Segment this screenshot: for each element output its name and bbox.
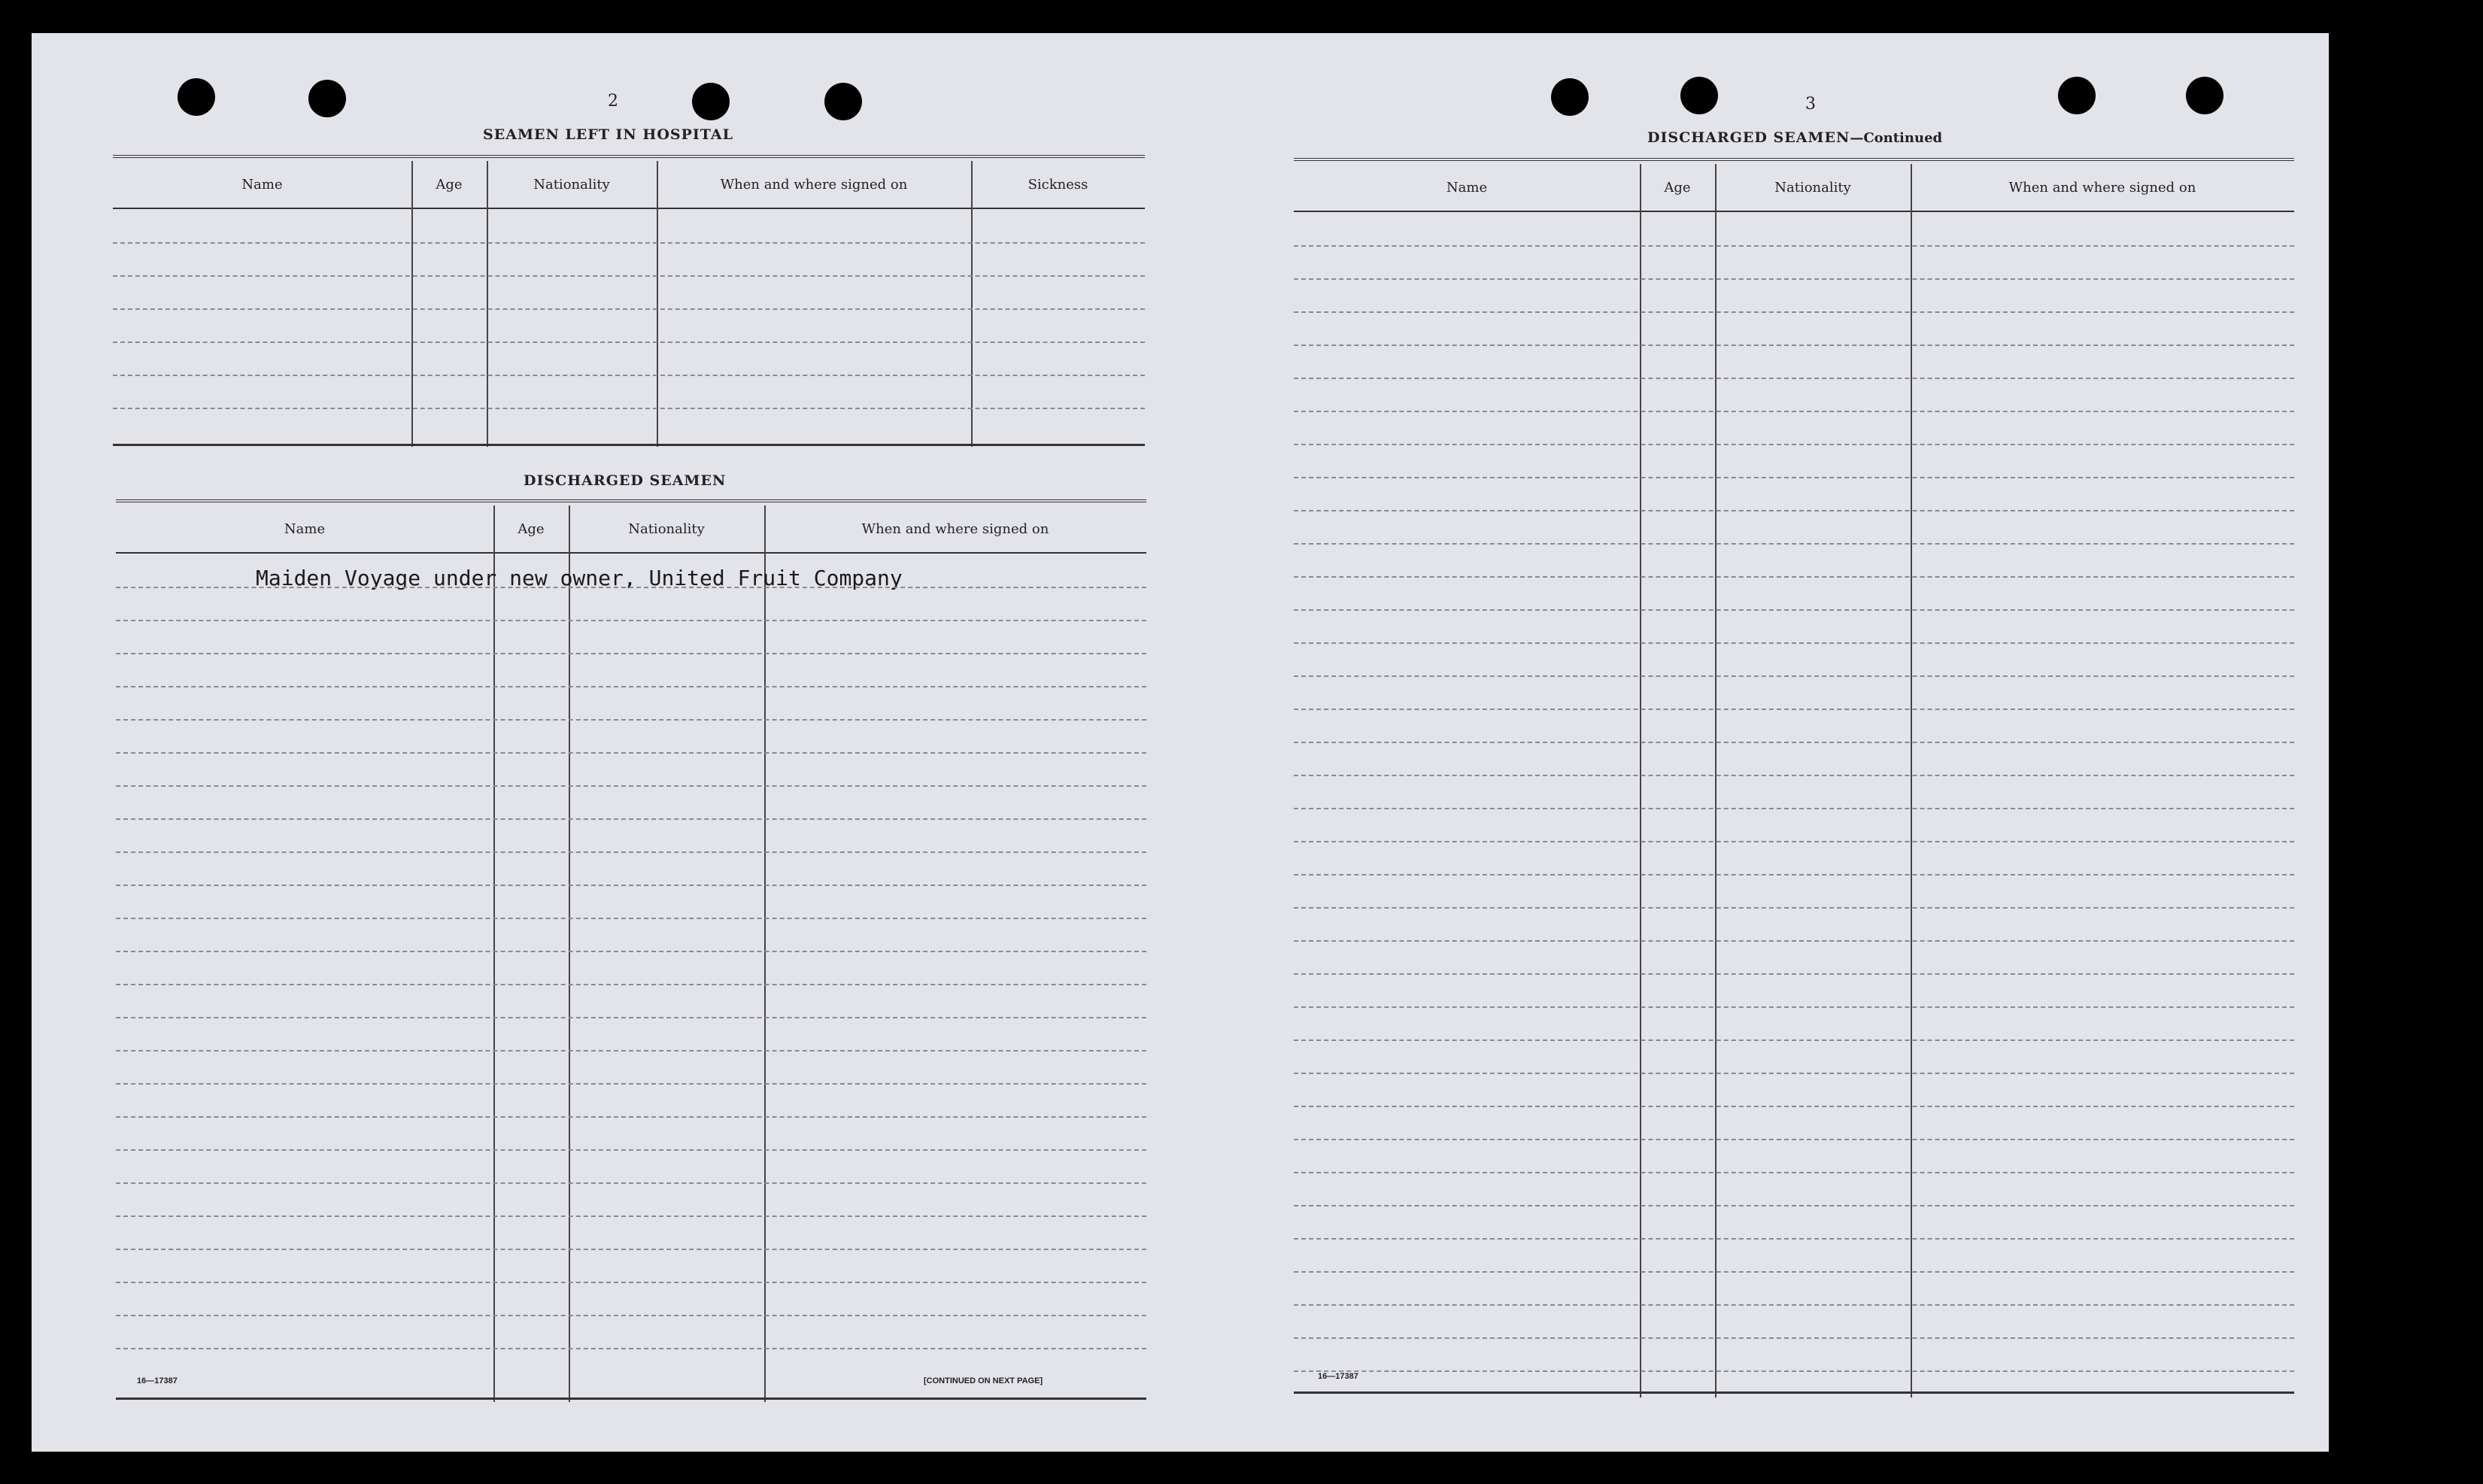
table-row	[1294, 1106, 2294, 1107]
table-row	[1294, 1271, 2294, 1273]
table-row	[116, 918, 1146, 919]
punch-hole	[1551, 78, 1589, 116]
table-row	[1294, 444, 2294, 445]
table-row	[1294, 576, 2294, 578]
table-row	[1294, 411, 2294, 412]
table-row	[116, 1282, 1146, 1283]
table-row	[113, 341, 1145, 343]
table-row	[1294, 245, 2294, 247]
table-row	[1294, 808, 2294, 809]
table-row	[1294, 1139, 2294, 1140]
form-number: 16—17387	[137, 1376, 178, 1385]
table-row	[116, 653, 1146, 654]
table-row	[116, 951, 1146, 952]
col-header-signed-on: When and where signed on	[861, 520, 1049, 537]
table-row	[113, 375, 1145, 376]
table-row	[116, 1315, 1146, 1316]
form-number: 16—17387	[1318, 1372, 1358, 1381]
table-row	[1294, 1337, 2294, 1339]
table-row	[113, 242, 1145, 244]
document-sheet	[32, 33, 2329, 1452]
table-row	[1294, 675, 2294, 677]
punch-hole	[692, 83, 730, 120]
table-row	[1294, 1370, 2294, 1372]
table-row	[116, 818, 1146, 820]
table-row	[116, 885, 1146, 886]
col-header-age: Age	[436, 176, 463, 193]
col-header-name: Name	[241, 176, 283, 193]
page-number: 2	[608, 92, 618, 111]
table-row	[113, 308, 1145, 310]
discharged-table	[116, 499, 1146, 1402]
table-row	[116, 719, 1146, 721]
hospital-table	[113, 155, 1145, 451]
table-row	[113, 408, 1145, 409]
discharged-continued-header	[1294, 164, 2294, 212]
title-suffix: —Continued	[1850, 130, 1943, 146]
table-row	[116, 1083, 1146, 1085]
table-row	[1294, 278, 2294, 280]
page-number: 3	[1805, 95, 1816, 114]
table-row	[1294, 543, 2294, 545]
table-row	[116, 686, 1146, 687]
typed-note: Maiden Voyage under new owner, United Fruit Company	[256, 566, 903, 590]
table-row	[116, 752, 1146, 754]
table-row	[1294, 1039, 2294, 1041]
punch-hole	[2186, 77, 2223, 114]
hospital-section-title: SEAMEN LEFT IN HOSPITAL	[483, 126, 733, 143]
table-row	[1294, 874, 2294, 876]
table-row	[1294, 510, 2294, 511]
table-row	[1294, 709, 2294, 710]
col-header-nationality: Nationality	[628, 520, 705, 537]
table-row	[1294, 940, 2294, 942]
table-row	[116, 1215, 1146, 1217]
table-row	[1294, 311, 2294, 313]
punch-hole	[2058, 77, 2096, 114]
discharged-continued-title	[1647, 129, 1942, 146]
table-row	[116, 1249, 1146, 1250]
col-header-name: Name	[284, 520, 326, 537]
col-header-nationality: Nationality	[1774, 179, 1851, 196]
table-row	[116, 1149, 1146, 1151]
table-row	[116, 620, 1146, 621]
table-row	[116, 1050, 1146, 1052]
table-row	[116, 1116, 1146, 1118]
title-main: DISCHARGED SEAMEN	[1647, 129, 1850, 146]
col-header-age: Age	[518, 520, 545, 537]
right-page	[1197, 33, 2329, 1452]
discharged-section-title: DISCHARGED SEAMEN	[524, 472, 727, 489]
table-row	[1294, 1006, 2294, 1008]
col-header-sickness: Sickness	[1028, 176, 1088, 193]
punch-hole	[1680, 77, 1718, 114]
col-header-nationality: Nationality	[533, 176, 610, 193]
discharged-continued-table	[1294, 158, 2294, 1399]
table-row	[1294, 1238, 2294, 1240]
table-row	[1294, 609, 2294, 611]
left-page	[32, 33, 1182, 1452]
table-row	[1294, 1172, 2294, 1173]
continued-note: [CONTINUED ON NEXT PAGE]	[924, 1376, 1043, 1385]
table-row	[1294, 742, 2294, 743]
table-row	[113, 275, 1145, 277]
table-row	[1294, 1304, 2294, 1306]
hospital-table-header	[113, 161, 1145, 209]
table-row	[116, 785, 1146, 787]
discharged-table-header	[116, 505, 1146, 554]
punch-hole	[308, 80, 346, 117]
table-row	[1294, 344, 2294, 346]
col-header-age: Age	[1664, 179, 1691, 196]
table-row	[1294, 1073, 2294, 1074]
col-header-signed-on: When and where signed on	[720, 176, 908, 193]
punch-hole	[178, 78, 215, 116]
table-row	[1294, 973, 2294, 975]
table-row	[116, 1017, 1146, 1018]
table-row	[116, 984, 1146, 985]
table-row	[1294, 1205, 2294, 1206]
col-header-name: Name	[1446, 179, 1488, 196]
table-row	[1294, 775, 2294, 776]
table-row	[116, 1182, 1146, 1184]
table-row	[116, 851, 1146, 853]
table-row	[1294, 477, 2294, 478]
table-row	[1294, 642, 2294, 644]
table-row	[116, 1348, 1146, 1349]
table-row	[116, 587, 1146, 588]
col-header-signed-on: When and where signed on	[2008, 179, 2196, 196]
table-row	[1294, 907, 2294, 909]
table-row	[1294, 841, 2294, 842]
table-row	[1294, 378, 2294, 379]
punch-hole	[824, 83, 862, 120]
